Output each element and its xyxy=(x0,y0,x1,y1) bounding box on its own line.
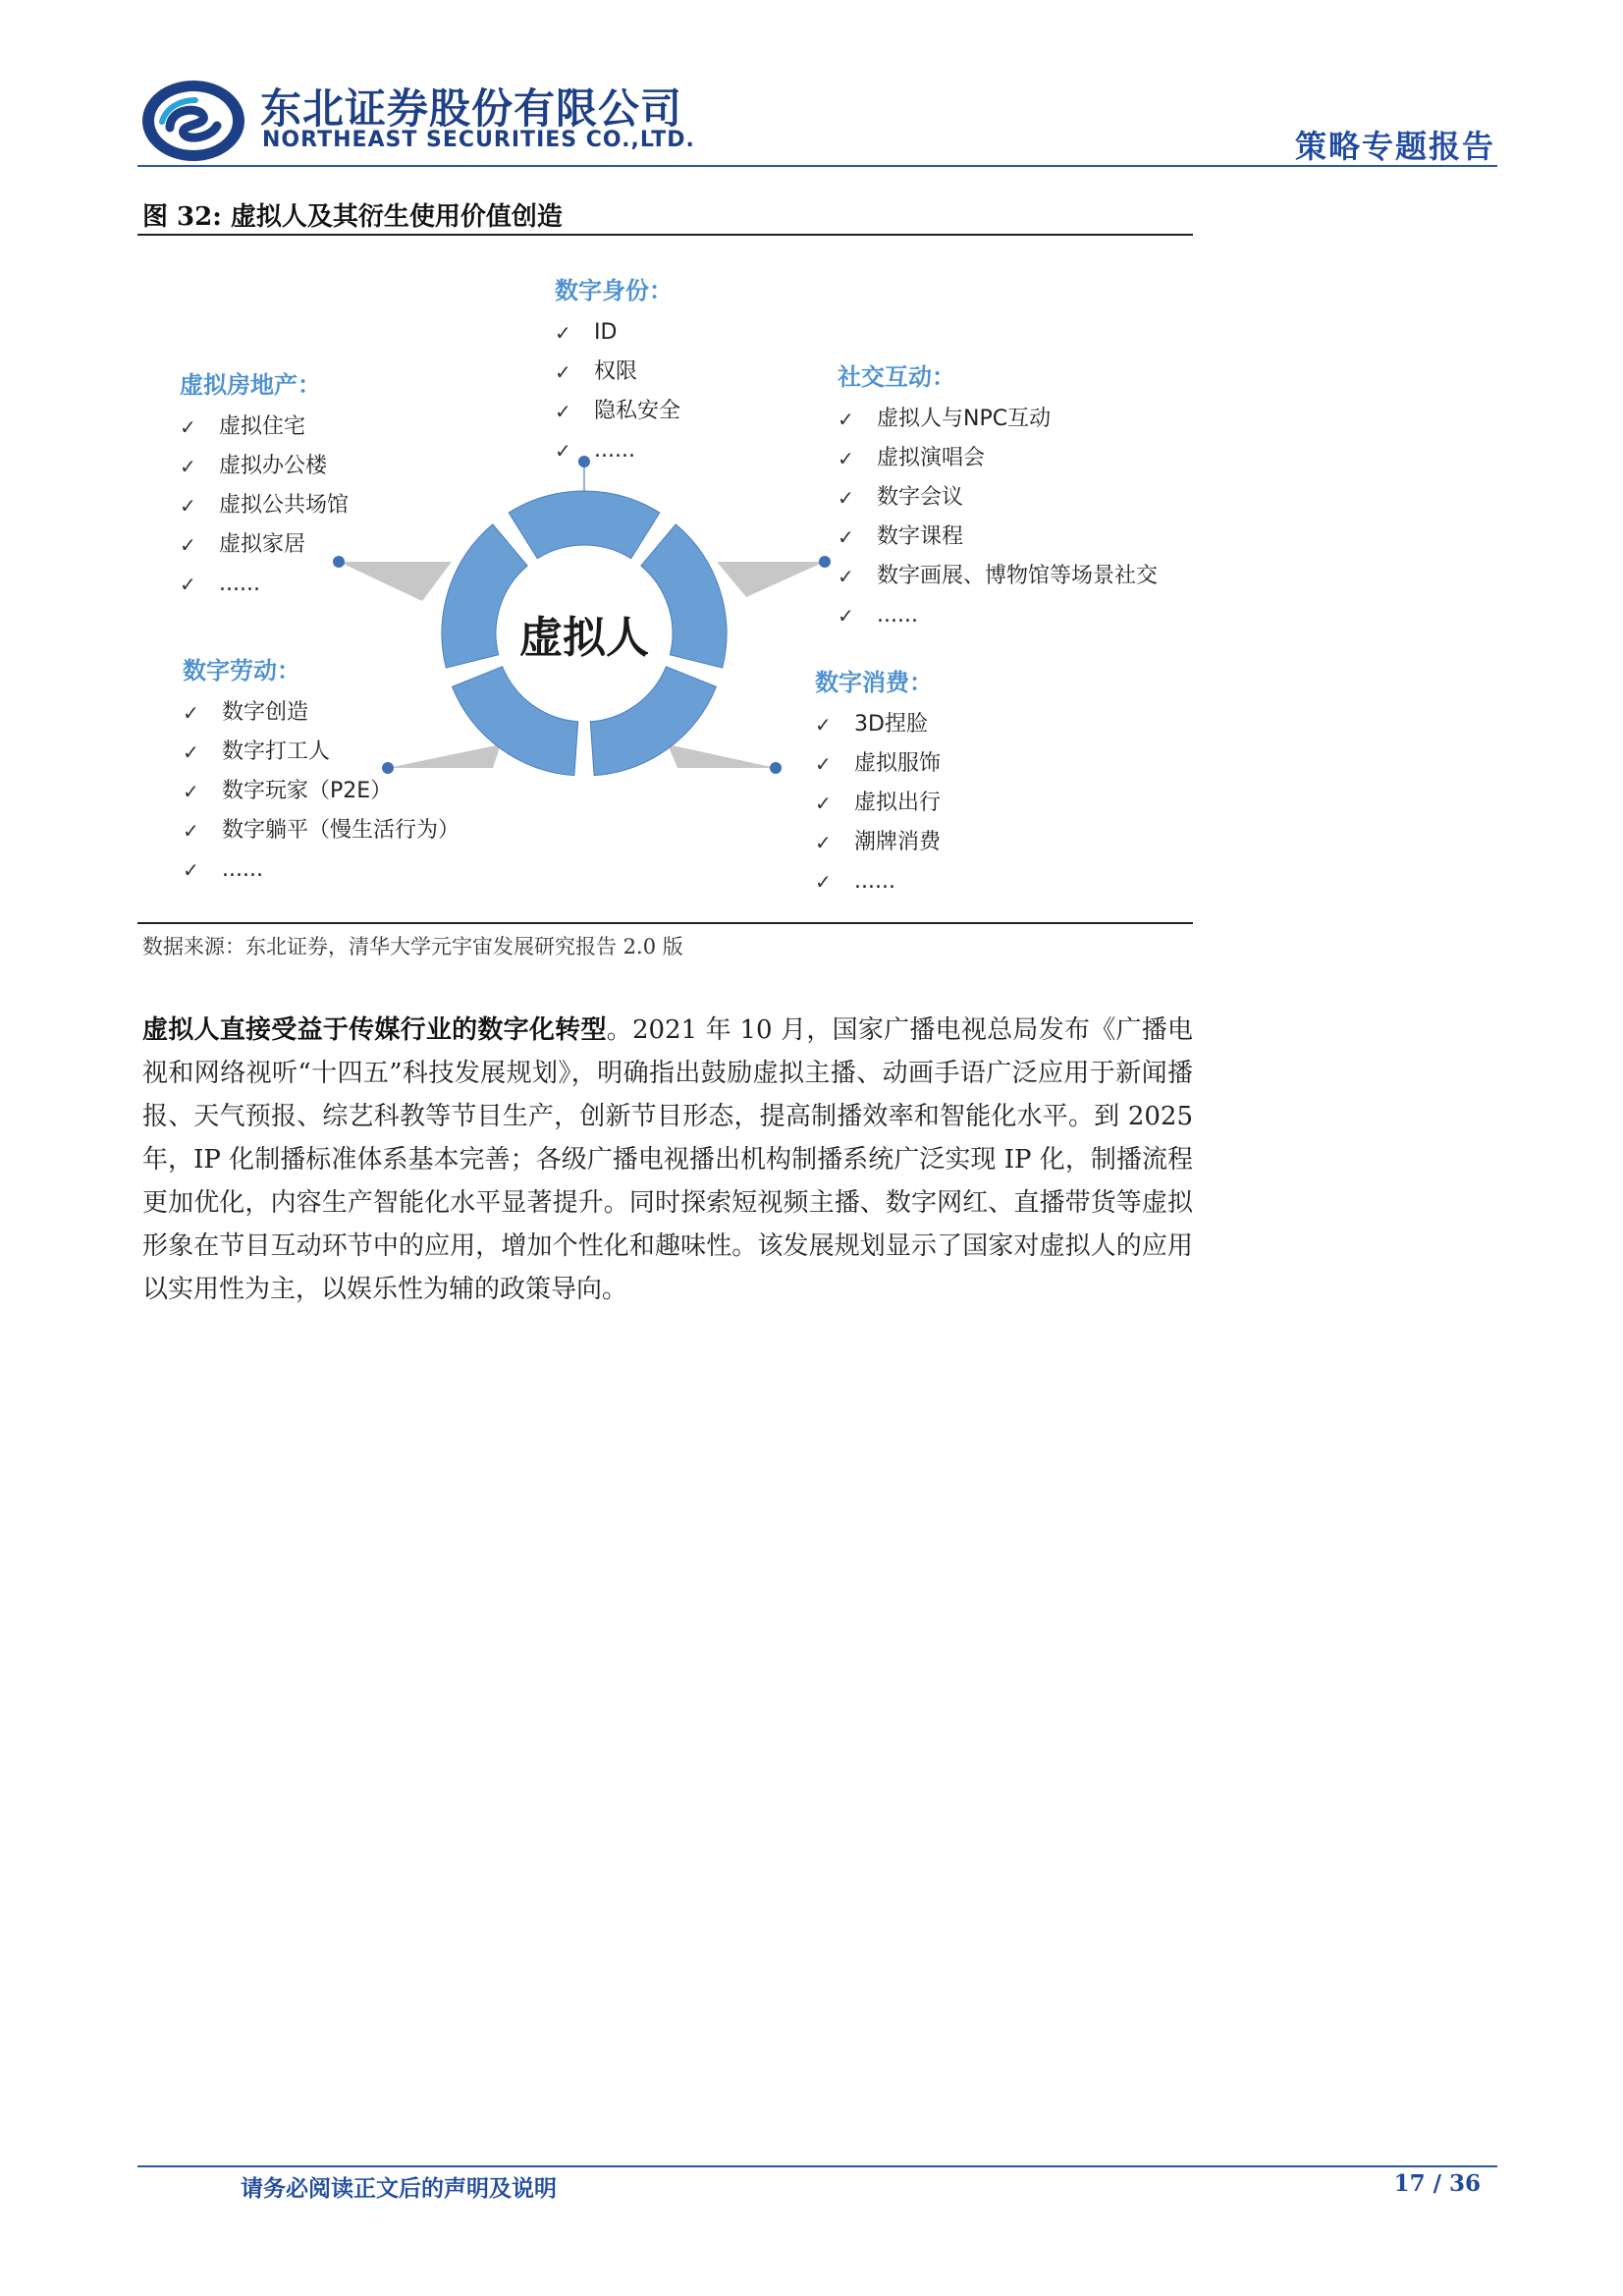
dot-social xyxy=(819,556,831,568)
center-label: 虚拟人 xyxy=(519,613,649,663)
ring-segment-realestate xyxy=(442,524,527,668)
check-icon: ✓ xyxy=(180,455,196,478)
group-digital-labor xyxy=(183,651,460,890)
check-icon: ✓ xyxy=(838,447,854,470)
check-icon: ✓ xyxy=(180,494,196,518)
body-text: 。2021 年 10 月，国家广播电视总局发布《广播电视和网络视听“十四五”科技发展规划》，明确指出鼓励虚拟主播、动画手语广泛应用于新闻播报、天气预报、综艺科教等节目生产，创新节目形态，提高制播效率和智能化水平。到 2025 年，IP 化制播标准体系基本完善；各级广播电视播出机构制播系统广泛实现 IP 化，制播流程更加优化，内容生产智能化水平显著提升。同时探索短视频主播、数字网红、直播带货等虚拟形象在节目互动环节中的应用，增加个性化和趣味性。该发展规划显示了国家对虚拟人的应用以实用性为主，以娱乐性为辅的政策导向。 xyxy=(142,1015,1193,1304)
list-item: ✓ 潮牌消费 xyxy=(815,823,941,862)
report-type: 策略专题报告 xyxy=(1294,128,1495,165)
list-item: ✓ 隐私安全 xyxy=(555,392,680,431)
list-item: ✓ ID xyxy=(555,313,680,353)
list-item: ✓ ...... xyxy=(183,850,460,890)
group-title-social: 社交互动： xyxy=(838,363,955,391)
list-item: ✓ 数字玩家（P2E） xyxy=(183,772,460,811)
list-item: ✓ 虚拟办公楼 xyxy=(180,447,349,486)
ring-segment-identity xyxy=(509,491,660,559)
figure-caption: 图 32: 虚拟人及其衍生使用价值创造 xyxy=(142,202,563,232)
list-item: ✓ ...... xyxy=(838,596,1158,635)
check-icon: ✓ xyxy=(815,713,832,737)
list-item: ✓ 虚拟住宅 xyxy=(180,408,349,447)
check-icon: ✓ xyxy=(838,525,854,549)
list-item: ✓ 数字创造 xyxy=(183,693,460,733)
ring-segment-social xyxy=(641,524,727,668)
list-item: ✓ ...... xyxy=(815,862,941,902)
list-item: ✓ 虚拟出行 xyxy=(815,784,941,823)
check-icon: ✓ xyxy=(555,360,571,384)
group-title-consumption: 数字消费： xyxy=(815,669,933,696)
check-icon: ✓ xyxy=(815,870,832,894)
list-item: ✓ 数字躺平（慢生活行为） xyxy=(183,811,460,850)
list-item: ✓ 3D捏脸 xyxy=(815,705,941,744)
list-item: ✓ 数字打工人 xyxy=(183,733,460,772)
check-icon: ✓ xyxy=(555,321,571,345)
list-item: ✓ 虚拟人与NPC互动 xyxy=(838,400,1158,439)
body-paragraph xyxy=(142,1009,1193,1311)
check-icon: ✓ xyxy=(815,752,832,776)
list-consumption xyxy=(815,705,941,902)
check-icon: ✓ xyxy=(183,780,199,803)
list-item: ✓ 数字画展、博物馆等场景社交 xyxy=(838,557,1158,596)
check-icon: ✓ xyxy=(180,573,196,596)
body-lead: 虚拟人直接受益于传媒行业的数字化转型 xyxy=(142,1015,607,1045)
list-labor xyxy=(183,693,460,890)
check-icon: ✓ xyxy=(183,819,199,843)
dot-consumption xyxy=(770,762,782,774)
list-social xyxy=(838,400,1158,635)
group-digital-consumption xyxy=(815,663,941,902)
page-number: 17 / 36 xyxy=(1393,2170,1481,2197)
group-title-realestate: 虚拟房地产： xyxy=(180,371,321,399)
group-virtual-realestate xyxy=(180,365,349,604)
check-icon: ✓ xyxy=(838,486,854,510)
group-title-identity: 数字身份： xyxy=(555,277,673,304)
check-icon: ✓ xyxy=(815,792,832,815)
list-item: ✓ ...... xyxy=(555,431,680,470)
check-icon: ✓ xyxy=(555,439,571,463)
check-icon: ✓ xyxy=(183,858,199,882)
check-icon: ✓ xyxy=(555,400,571,423)
company-name-en: NORTHEAST SECURITIES CO.,LTD. xyxy=(262,128,695,152)
company-name-cn: 东北证券股份有限公司 xyxy=(260,84,683,133)
check-icon: ✓ xyxy=(183,740,199,764)
connector-realestate xyxy=(339,562,452,601)
connector-consumption xyxy=(668,744,776,768)
list-item: ✓ ...... xyxy=(180,565,349,604)
footer-divider xyxy=(137,2165,1497,2167)
figure-source: 数据来源：东北证券，清华大学元宇宙发展研究报告 2.0 版 xyxy=(142,935,683,958)
footer-disclaimer: 请务必阅读正文后的声明及说明 xyxy=(241,2175,557,2202)
list-item: ✓ 虚拟服饰 xyxy=(815,744,941,784)
check-icon: ✓ xyxy=(838,604,854,628)
list-item: ✓ 虚拟公共场馆 xyxy=(180,486,349,525)
group-digital-identity xyxy=(555,271,680,470)
check-icon: ✓ xyxy=(815,831,832,854)
check-icon: ✓ xyxy=(183,701,199,725)
check-icon: ✓ xyxy=(180,415,196,439)
connector-social xyxy=(717,562,825,597)
check-icon: ✓ xyxy=(838,565,854,588)
list-item: ✓ 虚拟家居 xyxy=(180,525,349,565)
list-item: ✓ 数字会议 xyxy=(838,478,1158,518)
list-item: ✓ 虚拟演唱会 xyxy=(838,439,1158,478)
list-item: ✓ 数字课程 xyxy=(838,518,1158,557)
group-title-labor: 数字劳动： xyxy=(183,657,300,684)
list-item: ✓ 权限 xyxy=(555,353,680,392)
figure-bottom-rule xyxy=(137,922,1193,924)
list-realestate xyxy=(180,408,349,604)
group-social-interaction xyxy=(838,357,1158,635)
check-icon: ✓ xyxy=(180,533,196,557)
list-identity xyxy=(555,313,680,470)
check-icon: ✓ xyxy=(838,408,854,431)
